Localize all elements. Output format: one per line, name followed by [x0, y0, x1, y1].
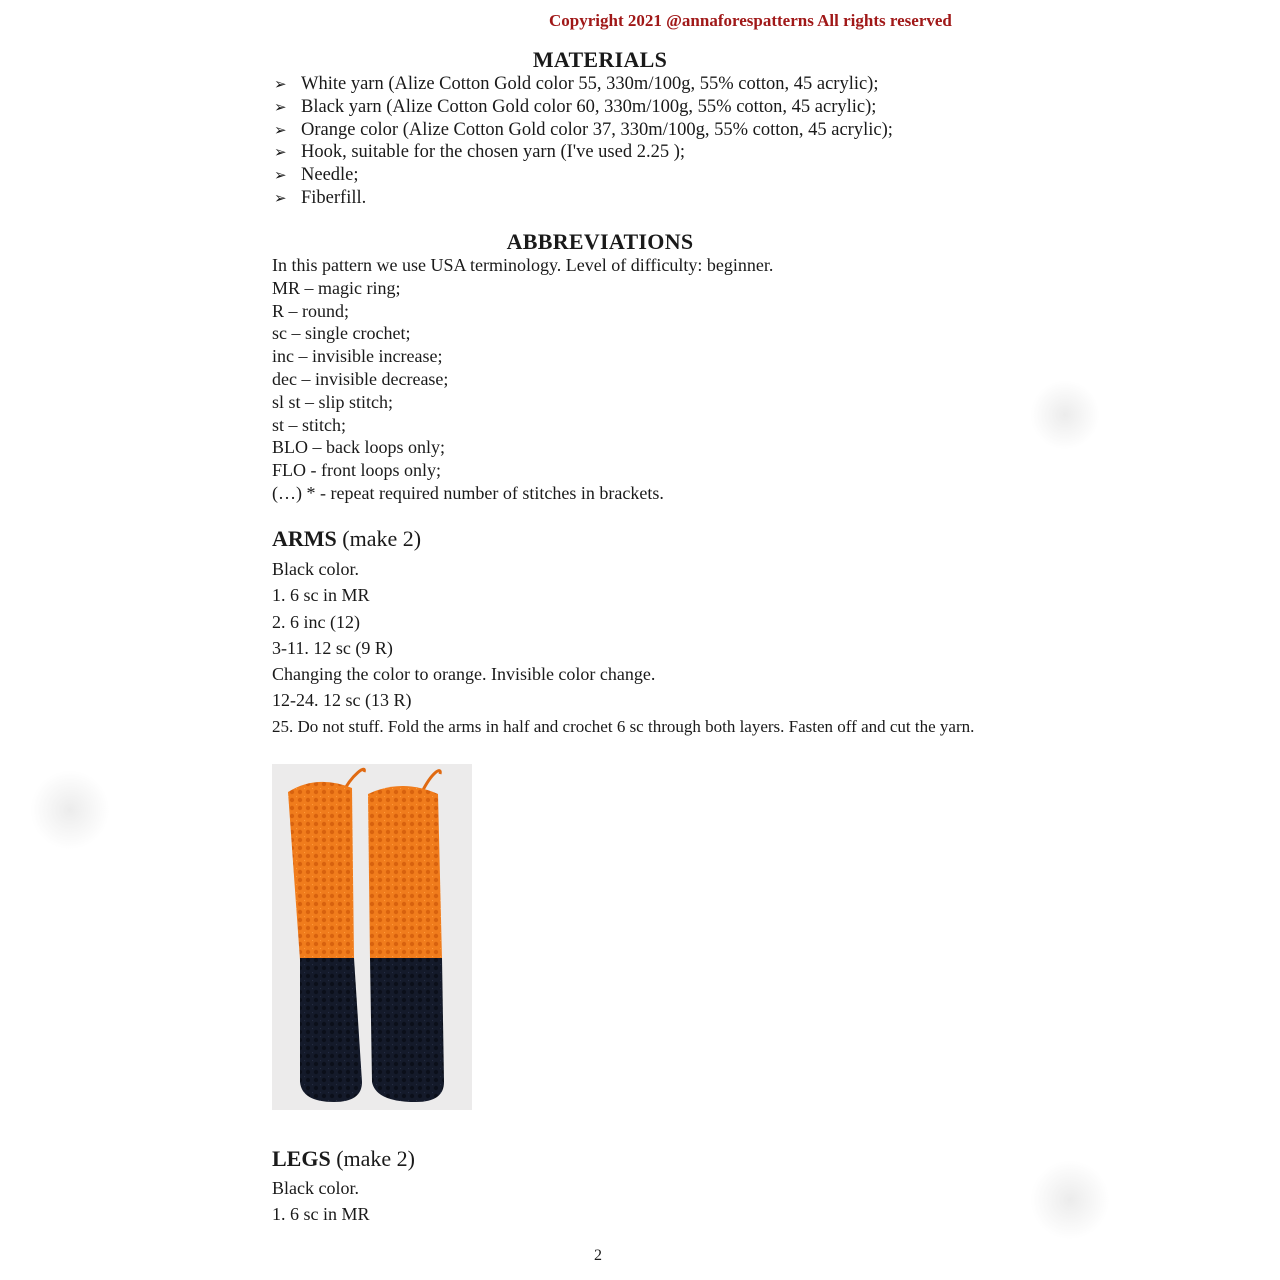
right-arm-black [370, 958, 444, 1102]
list-item: ➢ Hook, suitable for the chosen yarn (I've used 2.25 ); [274, 142, 686, 163]
arms-heading [272, 526, 421, 552]
abbreviation-line: inc – invisible increase; [272, 346, 443, 367]
arrow-bullet-icon: ➢ [274, 75, 287, 93]
right-arm-orange [368, 786, 442, 960]
list-item: ➢ Fiberfill. [274, 187, 367, 208]
arrow-bullet-icon: ➢ [274, 188, 287, 207]
legs-title: LEGS [272, 1146, 331, 1171]
pattern-step: Changing the color to orange. Invisible color change. [272, 664, 656, 685]
abbreviation-line: BLO – back loops only; [272, 437, 445, 458]
list-item: ➢ Orange color (Alize Cotton Gold color 37, 330m/100g, 55% cotton, 45 acrylic); [274, 119, 893, 140]
abbreviation-line: FLO - front loops only; [272, 460, 441, 481]
arms-steps [272, 556, 655, 714]
list-item: ➢ Needle; [274, 165, 359, 186]
page-number: 2 [594, 1247, 602, 1264]
pattern-step: 2. 6 inc (12) [272, 611, 360, 632]
scan-smudge [30, 770, 110, 850]
arms-title: ARMS [272, 526, 337, 551]
pattern-step: 12-24. 12 sc (13 R) [272, 690, 412, 711]
scan-smudge [1030, 1160, 1110, 1240]
pattern-step: 1. 6 sc in MR [272, 585, 370, 606]
arms-photo [272, 764, 472, 1110]
list-item: ➢ Black yarn (Alize Cotton Gold color 60, 330m/100g, 55% cotton, 45 acrylic); [274, 96, 877, 117]
legs-steps [272, 1175, 370, 1228]
abbreviation-line: sc – single crochet; [272, 323, 411, 344]
pattern-step: 3-11. 12 sc (9 R) [272, 637, 393, 658]
abbreviation-line: st – stitch; [272, 414, 347, 435]
abbreviation-line: In this pattern we use USA terminology. Level of difficulty: beginner. [272, 255, 774, 275]
legs-subtitle: (make 2) [336, 1146, 415, 1171]
arms-subtitle: (make 2) [342, 526, 422, 551]
copyright-notice: Copyright 2021 @annaforespatterns All rights reserved [549, 11, 952, 30]
abbreviation-line: dec – invisible decrease; [272, 368, 449, 389]
left-arm-black [300, 958, 362, 1102]
abbreviations-heading: ABBREVIATIONS [506, 229, 694, 254]
arms-final-step: 25. Do not stuff. Fold the arms in half and crochet 6 sc through both layers. Fasten off and cut the yarn. [272, 717, 975, 736]
scan-smudge [1030, 380, 1100, 450]
abbreviations-list [272, 254, 773, 505]
pattern-step: Black color. [272, 559, 359, 579]
abbreviation-line: R – round; [272, 300, 350, 321]
materials-list [272, 73, 893, 210]
pattern-step: Black color. [272, 1178, 359, 1198]
list-item: ➢ White yarn (Alize Cotton Gold color 55, 330m/100g, 55% cotton, 45 acrylic); [274, 74, 879, 94]
pattern-step: 1. 6 sc in MR [272, 1204, 370, 1225]
legs-heading [272, 1146, 415, 1172]
abbreviation-line: MR – magic ring; [272, 277, 401, 298]
materials-heading: MATERIALS [532, 47, 668, 72]
arrow-bullet-icon: ➢ [274, 166, 287, 185]
arrow-bullet-icon: ➢ [274, 143, 287, 162]
abbreviation-line: sl st – slip stitch; [272, 391, 394, 412]
abbreviation-line: (…) * - repeat required number of stitches in brackets. [272, 482, 664, 503]
arrow-bullet-icon: ➢ [274, 120, 287, 139]
arrow-bullet-icon: ➢ [274, 97, 287, 116]
